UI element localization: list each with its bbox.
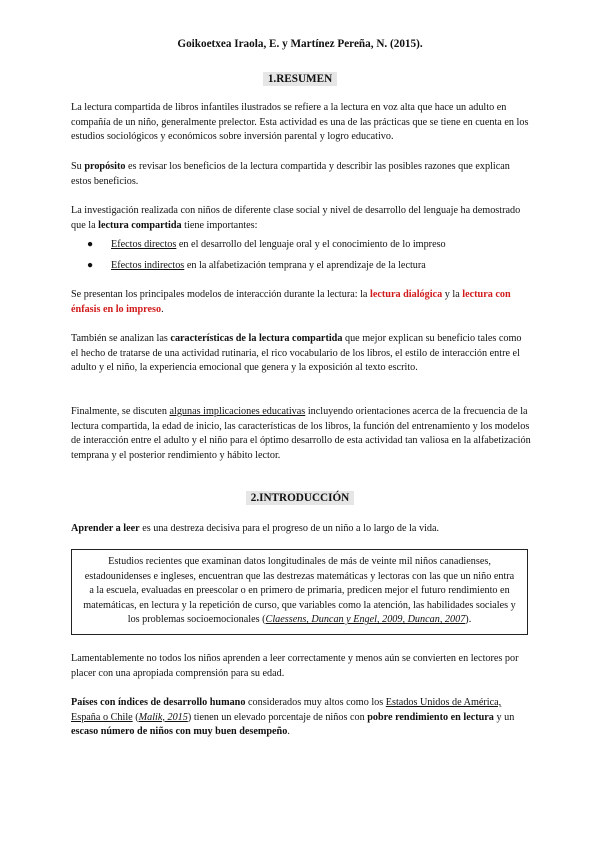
effects-list — [71, 234, 541, 276]
section-heading-label: 1.RESUMEN — [263, 72, 337, 86]
intro-paragraph-1: Aprender a leer es una destreza decisiva para el progreso de un niño a lo largo de la vida. — [71, 523, 440, 534]
list-item: ● Efectos indirectos en la alfabetización temprana y el aprendizaje de la lectura — [71, 255, 541, 276]
citation-header: Goikoetxea Iraola, E. y Martínez Pereña, N. (2015). — [177, 38, 423, 50]
resumen-paragraph-3: La investigación realizada con niños de diferente clase social y nivel de desarrollo del lenguaje ha demostrado que la lectura compartida tiene importantes: — [71, 205, 521, 231]
resumen-paragraph-2: Su propósito es revisar los beneficios de la lectura compartida y describir las posibles razones que explican estos beneficios. — [71, 161, 510, 187]
citation-link: Claessens, Duncan y Engel, 2009, Duncan, 2007 — [265, 614, 466, 626]
resumen-paragraph-6: Finalmente, se discuten algunas implicaciones educativas incluyendo orientaciones acerca de la frecuencia de la lectura compartida, la edad de inicio, las características de los libros, la función del entrenamiento y los modelos de interacción entre el adulto y el niño para el óptimo desarrollo de esta actividad tan valiosa en la alfabetización temprana y el posterior rendimiento y hábito lector. — [71, 406, 531, 461]
intro-paragraph-2: Lamentablemente no todos los niños aprenden a leer correctamente y menos aún se convierten en lectores por placer con una apropiada comprensión para su edad. — [71, 653, 519, 679]
intro-paragraph-3: Países con índices de desarrollo humano considerados muy altos como los Estados Unidos de América, España o Chile (Malik, 2015) tienen un elevado porcentaje de niños con pobre rendimiento en lectura y un escaso número de niños con muy buen desempeño. — [71, 697, 515, 738]
citation-link: Malik, 2015 — [138, 711, 188, 723]
section-heading-introduccion — [0, 492, 600, 504]
bullet-icon: ● — [87, 239, 94, 250]
bullet-icon: ● — [87, 260, 94, 271]
resumen-paragraph-5: También se analizan las características de la lectura compartida que mejor explican su beneficio tales como el hecho de tratarse de una actividad rutinaria, el rico vocabulario de los libros, el estilo de interacción entre el adulto y el niño, la experiencia emocional que genera y la exposición al texto escrito. — [71, 333, 522, 374]
resumen-paragraph-1: La lectura compartida de libros infantiles ilustrados se refiere a la lectura en voz alta que hace un adulto en compañía de un niño, generalmente prelector. Esta actividad es una de las prácticas que se tiene en cuenta en los estudios sociológicos y económicos sobre inversión parental y logro educativo. — [71, 102, 529, 143]
section-heading-label: 2.INTRODUCCIÓN — [246, 491, 355, 505]
quote-box: Estudios recientes que examinan datos longitudinales de más de veinte mil niños canadienses, estadounidenses e ingleses, encuentran que las destrezas matemáticas y lectoras con las que un niño entra a la escuela, evaluadas en preescolar o en primero de primaria, predicen mejor el futuro rendimiento en matemáticas, en lectura y la repetición de curso, que variables como la atención, las habilidades sociales y los problemas socioemocionales (Claessens, Duncan y Engel, 2009, Duncan, 2007). — [71, 549, 528, 635]
resumen-paragraph-4: Se presentan los principales modelos de interacción durante la lectura: la lectura dialógica y la lectura con énfasis en lo impreso. — [71, 289, 511, 315]
list-item: ● Efectos directos en el desarrollo del lenguaje oral y el conocimiento de lo impreso — [71, 234, 541, 255]
section-heading-resumen — [0, 73, 600, 85]
